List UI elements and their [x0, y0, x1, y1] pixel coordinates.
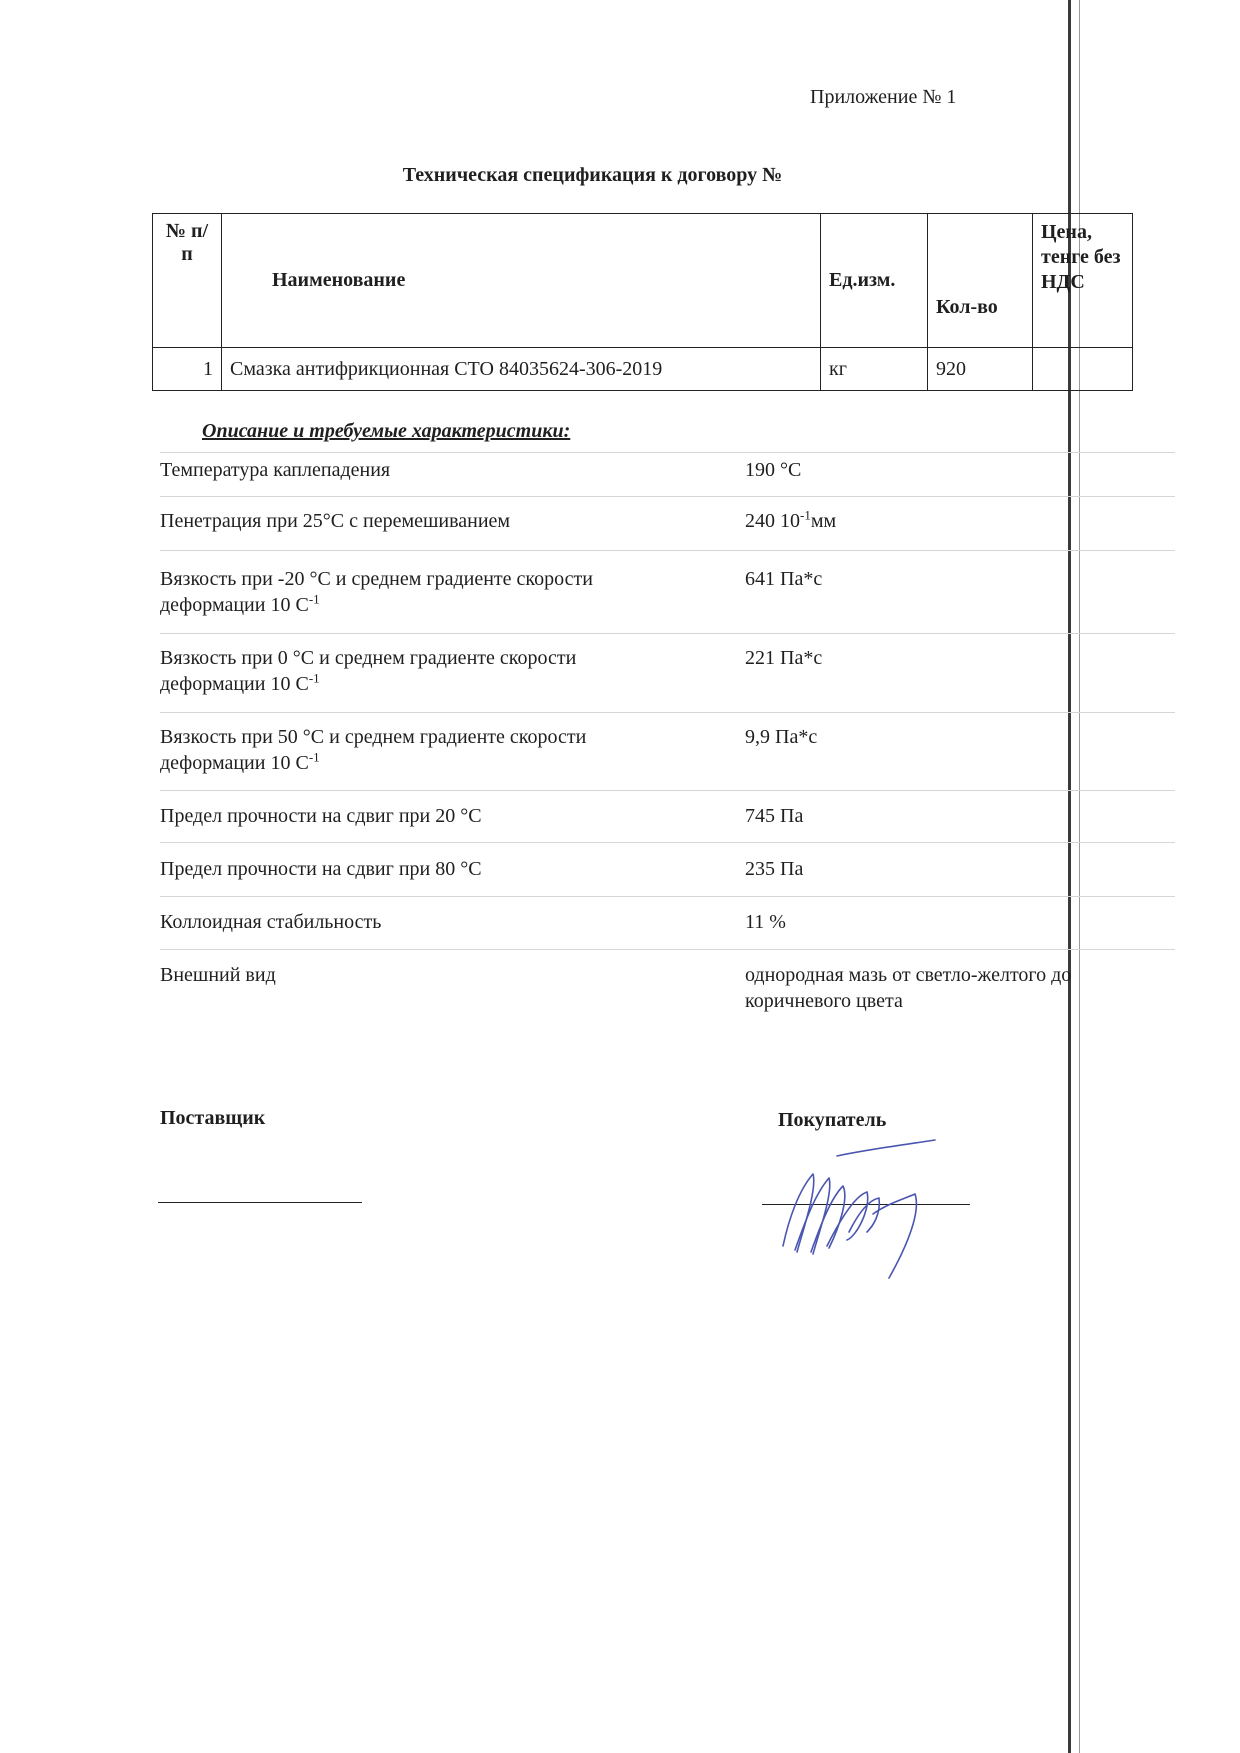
char-value-main: 240 10: [745, 510, 800, 532]
spec-table: [152, 213, 1133, 391]
row-name: Смазка антифрикционная СТО 84035624-306-2019: [222, 348, 821, 391]
buyer-signature: [755, 1128, 955, 1288]
char-value: [745, 508, 1120, 534]
row-separator: [160, 633, 1175, 634]
char-name-sup: -1: [308, 749, 320, 765]
header-qty: Кол-во: [928, 214, 1033, 348]
supplier-signature-line: [158, 1202, 362, 1203]
char-name-text: Вязкость при 0 °С и среднем градиенте скорости деформации 10 С: [160, 647, 577, 695]
char-name: [160, 724, 660, 776]
row-separator: [160, 712, 1175, 713]
char-name: Коллоидная стабильность: [160, 911, 382, 933]
char-name: Температура каплепадения: [160, 459, 391, 481]
row-price: [1033, 348, 1133, 391]
row-separator: [160, 452, 1175, 453]
char-value: 745 Па: [745, 805, 804, 827]
row-separator: [160, 550, 1175, 551]
appendix-label: Приложение № 1: [810, 86, 957, 108]
char-value: 11 %: [745, 911, 786, 933]
char-value: 641 Па*с: [745, 568, 823, 590]
char-name-sup: -1: [308, 591, 320, 607]
char-value: 9,9 Па*с: [745, 726, 818, 748]
char-name: Предел прочности на сдвиг при 20 °С: [160, 805, 482, 827]
buyer-label: Покупатель: [778, 1109, 887, 1131]
char-name: Внешний вид: [160, 964, 276, 986]
char-value-unit: мм: [810, 510, 837, 532]
header-price: Цена, тенге без НДС: [1033, 214, 1133, 348]
row-separator: [160, 896, 1175, 897]
char-name: [160, 566, 660, 618]
char-name: Пенетрация при 25°С с перемешиванием: [160, 510, 511, 532]
char-name: [160, 645, 660, 697]
char-name: Предел прочности на сдвиг при 80 °С: [160, 858, 482, 880]
char-name-text: Вязкость при 50 °С и среднем градиенте скорости деформации 10 С: [160, 726, 587, 774]
char-name-sup: -1: [308, 670, 320, 686]
row-qty: 920: [928, 348, 1033, 391]
header-name: Наименование: [222, 214, 821, 348]
table-row: [153, 348, 1133, 391]
row-num: 1: [153, 348, 222, 391]
document-title: Техническая спецификация к договору №: [402, 164, 783, 186]
char-value: 221 Па*с: [745, 647, 823, 669]
char-value: 235 Па: [745, 858, 804, 880]
header-unit: Ед.изм.: [821, 214, 928, 348]
row-separator: [160, 790, 1175, 791]
header-num: № п/п: [153, 214, 222, 348]
char-value-sup: -1: [800, 507, 811, 523]
row-separator: [160, 842, 1175, 843]
row-unit: кг: [821, 348, 928, 391]
row-separator: [160, 949, 1175, 950]
char-value: 190 °С: [745, 459, 802, 481]
supplier-label: Поставщик: [160, 1107, 266, 1129]
row-separator: [160, 496, 1175, 497]
characteristics-title: Описание и требуемые характеристики:: [202, 420, 571, 442]
spec-table-header: [153, 214, 1133, 348]
char-name-text: Вязкость при -20 °С и среднем градиенте скорости деформации 10 С: [160, 568, 593, 616]
char-value: однородная мазь от светло-желтого до коричневого цвета: [745, 964, 1072, 1012]
